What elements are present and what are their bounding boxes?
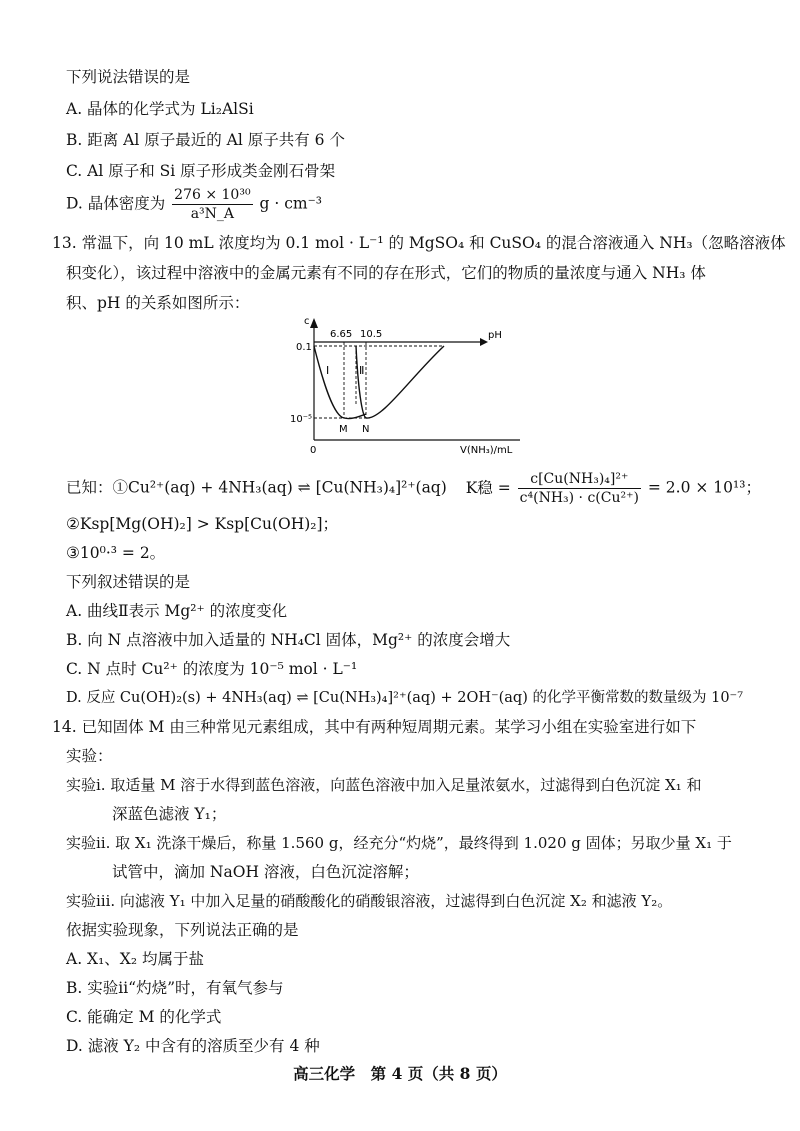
q13-known2: ②Ksp[Mg(OH)₂] > Ksp[Cu(OH)₂]； — [66, 515, 339, 533]
q14-option-a: A. X₁、X₂ 均属于盐 — [66, 950, 204, 968]
q12-density-unit: g · cm⁻³ — [259, 194, 322, 213]
q13-option-c: C. N 点时 Cu²⁺ 的浓度为 10⁻⁵ mol · L⁻¹ — [66, 660, 358, 678]
concentration-chart — [290, 308, 530, 458]
q12-option-c: C. Al 原子和 Si 原子形成类金刚石骨架 — [66, 162, 336, 180]
q13-known1-equation: 已知：①Cu²⁺(aq) + 4NH₃(aq) ⇌ [Cu(NH₃)₄]²⁺(aq) — [66, 478, 447, 497]
q14-exp1-line1: 实验ⅰ. 取适量 M 溶于水得到蓝色溶液，向蓝色溶液中加入足量浓氨水，过滤得到白色沉淀 X₁ 和 — [66, 776, 702, 794]
q13-k-value: = 2.0 × 10¹³； — [647, 478, 761, 497]
tick-c-1e-5: 10⁻⁵ — [290, 414, 313, 425]
curve-I-label: Ⅰ — [326, 364, 330, 377]
y-axis-label: c — [304, 316, 310, 327]
tick-c-0.1: 0.1 — [296, 342, 312, 353]
origin-label: 0 — [310, 445, 317, 456]
q13-k-denominator: c⁴(NH₃) · c(Cu²⁺) — [519, 490, 639, 506]
q13-option-a: A. 曲线Ⅱ表示 Mg²⁺ 的浓度变化 — [66, 602, 288, 620]
q12-option-d — [66, 186, 322, 223]
y-axis-arrow — [310, 318, 318, 328]
q14-exp2-line2: 试管中，滴加 NaOH 溶液，白色沉淀溶解； — [112, 863, 419, 881]
q14-stem-line2: 实验： — [66, 747, 113, 765]
q14-option-d: D. 滤液 Y₂ 中含有的溶质至少有 4 种 — [66, 1037, 320, 1055]
tick-ph-10.5: 10.5 — [360, 329, 383, 340]
q13-known1 — [66, 470, 761, 507]
tick-ph-6.65: 6.65 — [330, 329, 353, 340]
q13-k-label: K稳 = — [465, 478, 511, 497]
q12-density-numerator: 276 × 10³⁰ — [174, 187, 251, 203]
q14-option-c: C. 能确定 M 的化学式 — [66, 1008, 222, 1026]
q13-option-d: D. 反应 Cu(OH)₂(s) + 4NH₃(aq) ⇌ [Cu(NH₃)₄]²⁺(aq) + 2OH⁻(aq) 的化学平衡常数的数量级为 10⁻⁷ — [66, 690, 744, 706]
point-M-label: M — [339, 424, 348, 435]
q14-exp1-line2: 深蓝色滤液 Y₁； — [112, 805, 227, 823]
q13-stem-line1: 13. 常温下，向 10 mL 浓度均为 0.1 mol · L⁻¹ 的 MgSO₄ 和 CuSO₄ 的混合溶液通入 NH₃（忽略溶液体 — [52, 234, 786, 252]
q13-known3: ③10⁰·³ = 2。 — [66, 544, 166, 562]
q13-k-fraction — [518, 470, 641, 507]
curve-II-label: Ⅱ — [359, 364, 365, 377]
curve-II — [356, 346, 444, 418]
q13-stem-line3: 积、pH 的关系如图所示： — [66, 294, 250, 312]
q12-option-d-prefix: D. 晶体密度为 — [66, 194, 166, 213]
page-footer: 高三化学 第 4 页（共 8 页） — [293, 1064, 507, 1083]
ph-axis-arrow — [480, 338, 488, 346]
ph-axis-label: pH — [488, 330, 502, 341]
q12-option-b: B. 距离 Al 原子最近的 Al 原子共有 6 个 — [66, 131, 345, 149]
q14-option-b: B. 实验ⅱ“灼烧”时，有氧气参与 — [66, 979, 284, 997]
q12-density-fraction — [172, 186, 252, 223]
q14-exp3: 实验ⅲ. 向滤液 Y₁ 中加入足量的硝酸酸化的硝酸银溶液，过滤得到白色沉淀 X₂ 和滤液 Y₂。 — [66, 892, 673, 910]
q13-option-b: B. 向 N 点溶液中加入适量的 NH₄Cl 固体，Mg²⁺ 的浓度会增大 — [66, 631, 511, 649]
q12-option-a: A. 晶体的化学式为 Li₂AlSi — [66, 100, 254, 118]
q13-stem-line2: 积变化），该过程中溶液中的金属元素有不同的存在形式，它们的物质的量浓度与通入 NH₃ 体 — [66, 264, 706, 282]
q14-stem-line1: 14. 已知固体 M 由三种常见元素组成，其中有两种短周期元素。某学习小组在实验室进行如下 — [52, 718, 697, 736]
q14-exp2-line1: 实验ⅱ. 取 X₁ 洗涤干燥后，称量 1.560 g，经充分“灼烧”，最终得到 1.020 g 固体；另取少量 X₁ 于 — [66, 834, 732, 852]
q13-ask: 下列叙述错误的是 — [66, 573, 191, 591]
x-axis-label: V(NH₃)/mL — [460, 445, 513, 456]
point-N-label: N — [362, 424, 370, 435]
q14-ask: 依据实验现象，下列说法正确的是 — [66, 921, 299, 939]
q12-stem: 下列说法错误的是 — [66, 68, 191, 86]
q13-k-numerator: c[Cu(NH₃)₄]²⁺ — [518, 470, 641, 489]
q12-density-denominator: a³N_A — [190, 206, 235, 222]
